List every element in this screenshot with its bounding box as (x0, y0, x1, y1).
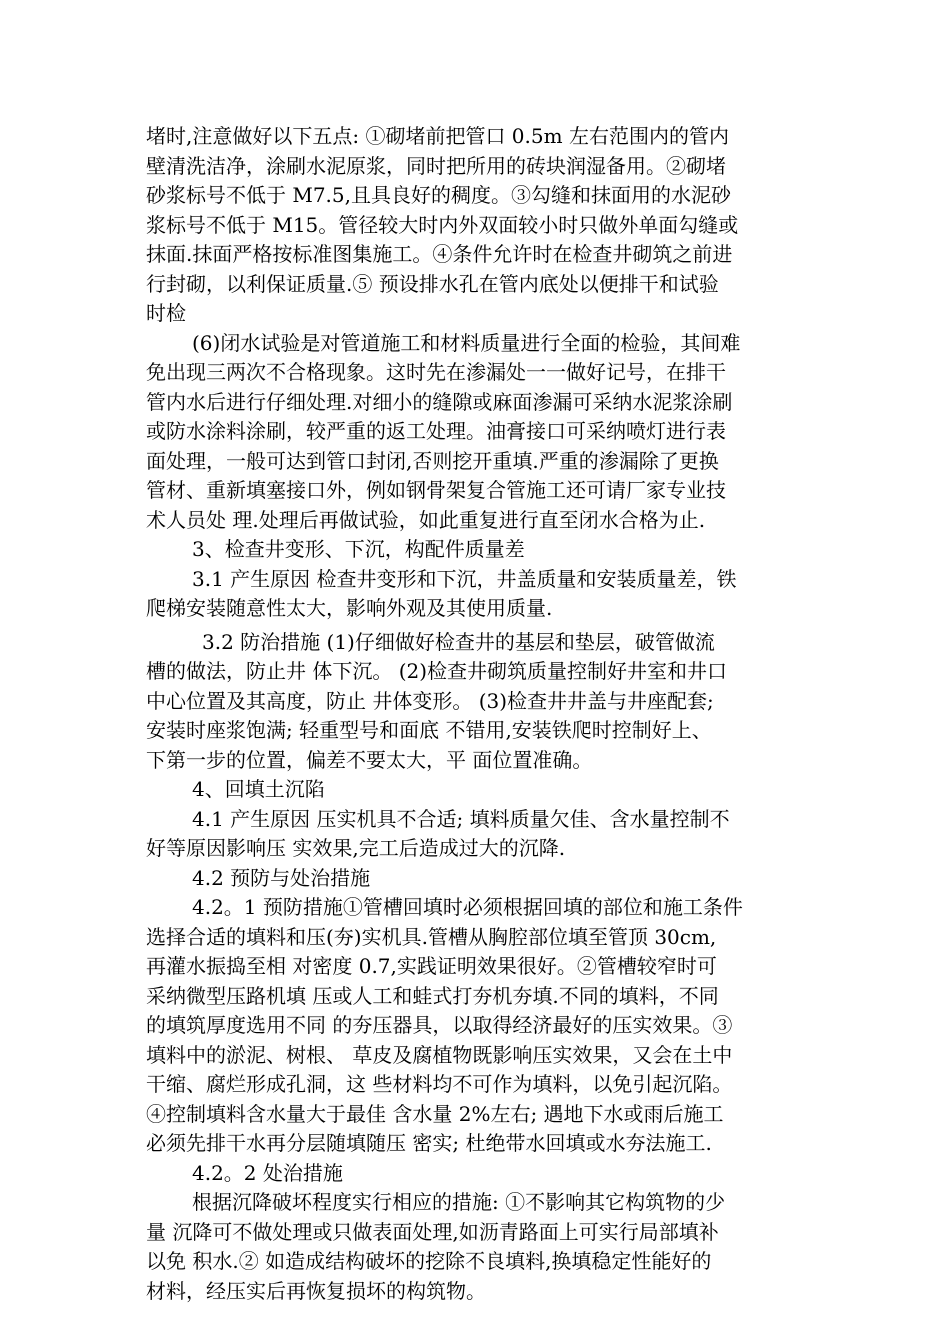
text-line: 管材、重新填塞接口外，例如钢骨架复合管施工还可请厂家专业技 (146, 478, 726, 502)
text-line: (6)闭水试验是对管道施工和材料质量进行全面的检验，其间难 (192, 330, 741, 355)
text-line: 或防水涂料涂刷，较严重的返工处理。油膏接口可采纳喷灯进行表 (146, 419, 726, 443)
text-line: 量 沉降可不做处理或只做表面处理,如沥青路面上可实行局部填补 (146, 1219, 719, 1244)
text-line: 下第一步的位置，偏差不要太大，平 面位置准确。 (146, 747, 593, 772)
text-line: ④控制填料含水量大于最佳 含水量 2%左右; 遇地下水或雨后施工 (146, 1101, 724, 1126)
text-line: 必须先排干水再分层随填随压 密实; 杜绝带水回填或水夯法施工. (146, 1131, 712, 1155)
text-line: 选择合适的填料和压(夯)实机具.管槽从胸腔部位填至管顶 30cm, (146, 924, 717, 949)
text-line: 材料，经压实后再恢复损坏的构筑物。 (146, 1278, 486, 1303)
text-line: 壁清洗洁净，涂刷水泥原浆，同时把所用的砖块润湿备用。②砌堵 (146, 153, 726, 178)
text-line: 行封砌，以利保证质量.⑤ 预设排水孔在管内底处以便排干和试验 (146, 271, 719, 296)
text-line: 浆标号不低于 M15。管径较大时内外双面较小时只做外单面勾缝或 (146, 212, 739, 237)
text-line: 4.2。2 处治措施 (192, 1160, 343, 1185)
text-line: 以免 积水.② 如造成结构破坏的挖除不良填料,换填稳定性能好的 (146, 1249, 712, 1273)
text-line: 面处理，一般可达到管口封闭,否则挖开重填.严重的渗漏除了更换 (146, 448, 719, 473)
text-line: 3.2 防治措施 (1)仔细做好检查井的基层和垫层，破管做流 (202, 629, 715, 654)
text-line: 的填筑厚度选用不同 的夯压器具，以取得经济最好的压实效果。③ (146, 1013, 733, 1037)
text-line: 中心位置及其高度，防止 井体变形。 (3)检查井井盖与井座配套; (146, 688, 714, 713)
text-line: 堵时,注意做好以下五点: ①砌堵前把管口 0.5m 左右范围内的管内 (146, 124, 729, 148)
text-line: 安装时座浆饱满; 轻重型号和面底 不错用,安装铁爬时控制好上、 (146, 718, 712, 742)
text-line: 槽的做法，防止井 体下沉。 (2)检查井砌筑质量控制好井室和井口 (146, 659, 728, 683)
text-line: 4.2。1 预防措施①管槽回填时必须根据回填的部位和施工条件 (192, 895, 743, 919)
text-line: 爬梯安装随意性太大，影响外观及其使用质量. (146, 596, 553, 620)
text-line: 管内水后进行仔细处理.对细小的缝隙或麻面渗漏可采纳水泥浆涂刷 (146, 389, 733, 414)
text-line: 再灌水振捣至相 对密度 0.7,实践证明效果很好。②管槽较窄时可 (146, 954, 717, 978)
text-line: 术人员处 理.处理后再做试验，如此重复进行直至闭水合格为止. (146, 507, 706, 532)
text-line: 免出现三两次不合格现象。这时先在渗漏处一一做好记号，在排干 (146, 360, 726, 384)
text-line: 砂浆标号不低于 M7.5,且具良好的稠度。③勾缝和抹面用的水泥砂 (146, 183, 731, 207)
text-line: 采纳微型压路机填 压或人工和蛙式打夯机夯填.不同的填料，不同 (146, 983, 719, 1008)
text-line: 3、检查井变形、下沉，构配件质量差 (192, 537, 525, 561)
text-line: 时检 (146, 301, 186, 325)
document-body (146, 122, 812, 1306)
text-line: 4、回填土沉陷 (192, 777, 325, 801)
text-line: 填料中的淤泥、树根、 草皮及腐植物既影响压实效果，又会在土中 (146, 1042, 733, 1067)
text-line: 好等原因影响压 实效果,完工后造成过大的沉降. (146, 836, 566, 860)
text-line: 干缩、腐烂形成孔洞，这 些材料均不可作为填料，以免引起沉陷。 (146, 1072, 733, 1096)
text-line: 4.1 产生原因 压实机具不合适; 填料质量欠佳、含水量控制不 (192, 806, 730, 831)
text-line: 4.2 预防与处治措施 (192, 865, 371, 890)
text-line: 3.1 产生原因 检查井变形和下沉，井盖质量和安装质量差，铁 (192, 566, 737, 591)
text-line: 抹面.抹面严格按标准图集施工。④条件允许时在检查井砌筑之前进 (146, 242, 733, 266)
text-line: 根据沉降破坏程度实行相应的措施: ①不影响其它构筑物的少 (192, 1190, 726, 1214)
